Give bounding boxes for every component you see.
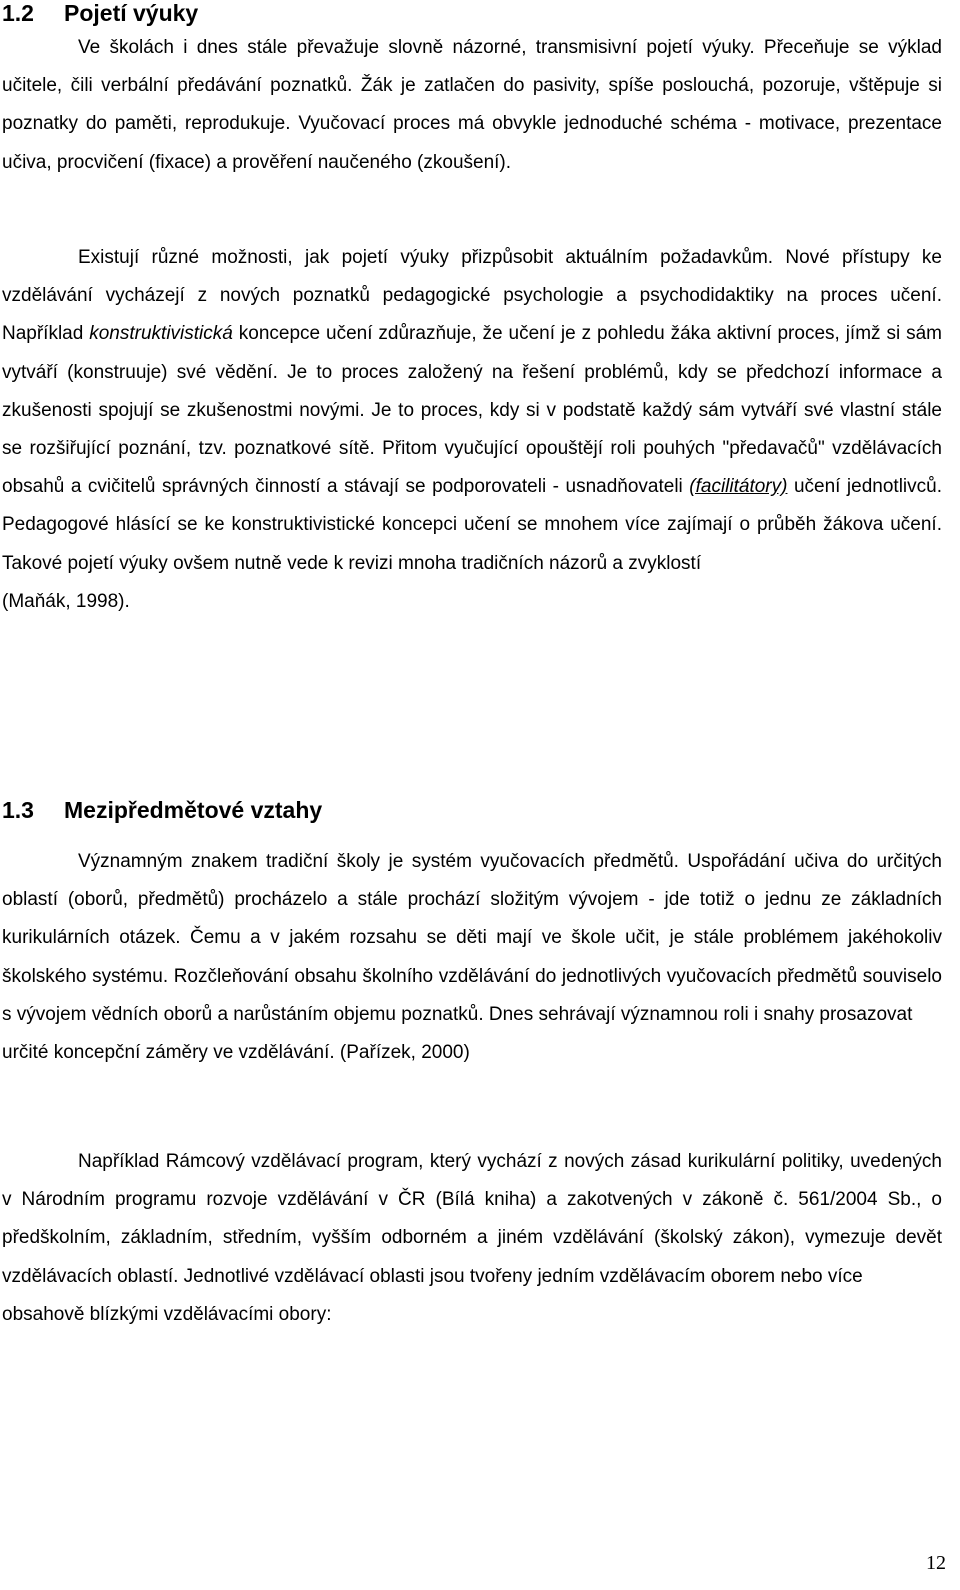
section-heading-1-2	[2, 0, 198, 26]
emphasis-facilitatory: (facilitátory)	[689, 476, 788, 498]
paragraph-system-predmetu: Významným znakem tradiční školy je systém vyučovacích předmětů. Uspořádání učiva do určitých oblastí (oborů, předmětů) procházelo a stále prochází složitým vývojem - jde totiž o jednu ze základních kurikulárních otázek. Čemu a v jakém rozsahu se děti mají ve škole učit, je stále problémem jakéhokoliv školského systému. Rozčleňování obsahu školního vzdělávání do jednotlivých vyučovacích předmětů souviselo s vývojem vědních oborů a narůstáním objemu poznatků. Dnes sehrávají významnou roli i snahy prosazovat určité koncepční záměry ve vzdělávání. (Pařízek, 2000)	[2, 851, 942, 1064]
section-heading-1-3	[2, 797, 322, 823]
section-title: Mezipředmětové vztahy	[64, 797, 323, 823]
paragraph-ramcovy-program: Například Rámcový vzdělávací program, který vychází z nových zásad kurikulární politiky, uvedených v Národním programu rozvoje vzdělávání v ČR (Bílá kniha) a zakotvených v zákoně č. 561/2004 Sb., o předškolním, základním, středním, vyšším odborném a jiném vzdělávání (školský zákon), vymezuje devět vzdělávacích oblastí. Jednotlivé vzdělávací oblasti jsou tvořeny jedním vzdělávacím oborem nebo více obsahově blízkými vzdělávacími obory:	[2, 1151, 942, 1325]
section-number: 1.2	[2, 0, 34, 26]
section-number: 1.3	[2, 797, 34, 823]
emphasis-konstruktivisticka: konstruktivistická	[89, 323, 233, 345]
paragraph-transmisivni-pojeti: Ve školách i dnes stále převažuje slovně názorné, transmisivní pojetí výuky. Přeceňuje se výklad učitele, čili verbální předávání poznatků. Žák je zatlačen do pasivity, spíše poslouchá, pozoruje, vštěpuje si poznatky do paměti, reprodukuje. Vyučovací proces má obvykle jednoduché schéma - motivace, prezentace učiva, procvičení (fixace) a prověření naučeného (zkoušení).	[2, 37, 942, 173]
paragraph-konstruktivismus: Existují různé možnosti, jak pojetí výuky přizpůsobit aktuálním požadavkům. Nové přístupy ke vzdělávání vycházejí z nových poznatků pedagogické psychologie a psychodidaktiky na proces učení. Například konstruktivistická koncepce učení zdůrazňuje, že učení je z pohledu žáka aktivní proces, jímž si sám vytváří (konstruuje) své vědění. Je to proces založený na řešení problémů, kdy se předchozí informace a zkušenosti spojují se zkušenostmi novými. Je to proces, kdy si v podstatě každý sám vytváří své vlastní stále se rozšiřující poznání, tzv. poznatkové sítě. Přitom vyučující opouštějí roli pouhých "předavačů" vzdělávacích obsahů a cvičitelů správných činností a stávají se podporovateli - usnadňovateli (facilitátory) učení jednotlivců. Pedagogové hlásící se ke konstruktivistické koncepci učení se mnohem více zajímají o průběh žákova učení. Takové pojetí výuky ovšem nutně vede k revizi mnoha tradičních názorů a zvyklostí (Maňák, 1998).	[2, 247, 942, 612]
section-title: Pojetí výuky	[64, 0, 199, 26]
page-number: 12	[926, 1552, 946, 1574]
